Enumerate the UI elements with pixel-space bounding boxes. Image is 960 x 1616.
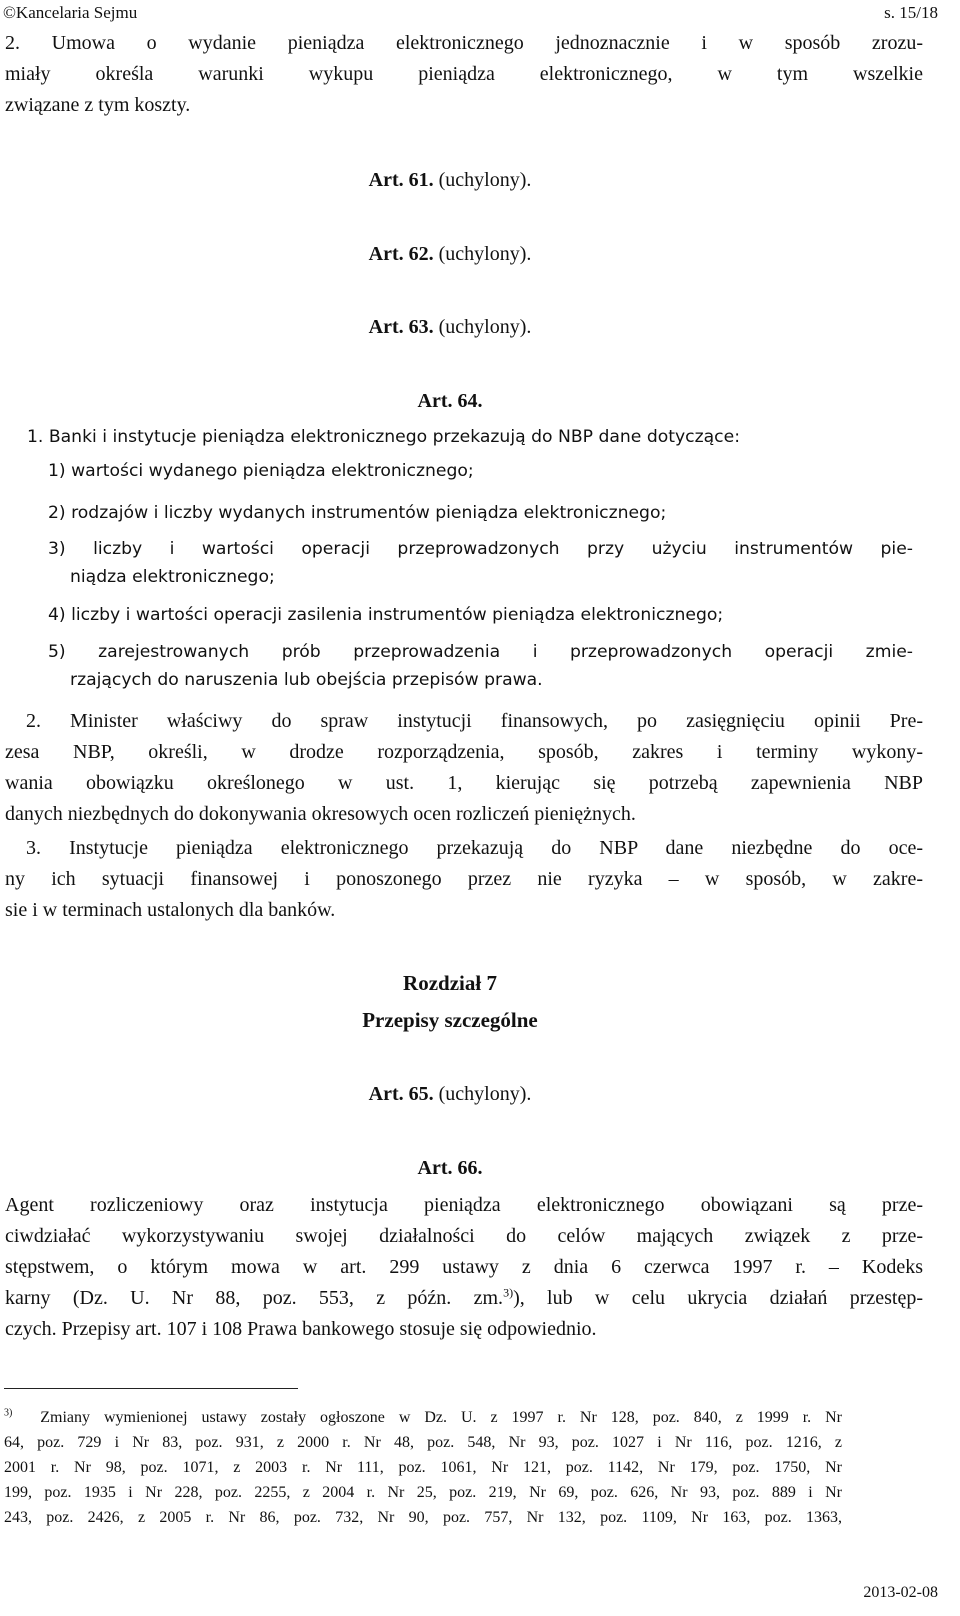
chapter-title: Przepisy szczególne [362,1008,538,1032]
paragraph-line [5,1283,923,1314]
article-text: (uchylony). [438,169,532,191]
footnote-line [4,1405,842,1430]
list-item-text: 2) rodzajów i liczby wydanych instrumentów pieniądza elektronicznego; [48,503,667,523]
article-text: (uchylony). [438,1083,532,1105]
article-text: (uchylony). [438,316,532,338]
paragraph-text: ), lub w celu ukrycia działań przestęp- [513,1287,923,1309]
article-65 [0,1080,900,1108]
footnote-text: Zmiany wymienionej ustawy zostały ogłoszone w Dz. U. z 1997 r. Nr 128, poz. 840, z 1999 r. Nr [40,1409,843,1426]
paragraph-line: czych. Przepisy art. 107 i 108 Prawa bankowego stosuje się odpowiednio. [5,1318,597,1340]
footnote-line: 243, poz. 2426, z 2005 r. Nr 86, poz. 732, Nr 90, poz. 757, Nr 132, poz. 1109, Nr 163, poz. 1363, [4,1509,842,1526]
list-item-text: 4) liczby i wartości operacji zasilenia instrumentów pieniądza elektronicznego; [48,605,724,625]
article-number: Art. 64. [417,390,483,412]
footnote-marker: 3) [4,1407,13,1419]
paragraph-line: danych niezbędnych do dokonywania okresowych ocen rozliczeń pieniężnych. [5,803,636,825]
paragraph-text: karny (Dz. U. Nr 88, poz. 553, z późn. zm. [5,1287,504,1309]
article-63 [0,313,900,341]
chapter-number: Rozdział 7 [403,971,497,995]
list-item [48,457,913,485]
article-66-paragraph [5,1190,923,1345]
paragraph-line: zesa NBP, określi, w drodze rozporządzenia, sposób, zakres i terminy wykony- [5,741,923,763]
header-page-number: s. 15/18 [884,3,938,22]
paragraph-line: 2. Minister właściwy do spraw instytucji finansowych, po zasięgnięciu opinii Pre- [26,710,923,732]
article-text: (uchylony). [438,243,532,265]
article-64-paragraph-3 [5,833,923,926]
paragraph-line: związane z tym koszty. [5,94,191,116]
paragraph-line: sie i w terminach ustalonych dla banków. [5,899,336,921]
header-publisher: ©Kancelaria Sejmu [3,3,138,22]
paragraph-intro [5,28,923,121]
footnote-reference[interactable]: 3) [503,1285,514,1300]
paragraph-line: ciwdziałać wykorzystywaniu swojej działalności do celów mających związek z prze- [5,1225,923,1247]
paragraph-line: ny ich sytuacji finansowej i ponoszonego przez nie ryzyka – w sposób, w zakre- [5,868,923,890]
article-number: Art. 62. [368,243,434,265]
article-61 [0,166,900,194]
paragraph-line: 1. Banki i instytucje pieniądza elektronicznego przekazują do NBP dane dotyczące: [27,427,740,447]
footnote [4,1405,842,1530]
article-64-heading [0,387,900,415]
footnote-line: 199, poz. 1935 i Nr 228, poz. 2255, z 2004 r. Nr 25, poz. 219, Nr 69, poz. 626, Nr 93, poz. 889 i Nr [4,1484,842,1501]
article-number: Art. 66. [417,1157,483,1179]
list-item-text: 5) zarejestrowanych prób przeprowadzenia i przeprowadzonych operacji zmie- [48,642,913,662]
article-66-heading [0,1154,900,1182]
paragraph-line: 3. Instytucje pieniądza elektronicznego przekazują do NBP dane niezbędne do oce- [26,837,923,859]
list-item-text: niądza elektronicznego; [70,567,275,587]
list-item-text: 1) wartości wydanego pieniądza elektronicznego; [48,461,474,481]
article-number: Art. 65. [368,1083,434,1105]
list-item [48,535,913,591]
footnote-line: 64, poz. 729 i Nr 83, poz. 931, z 2000 r. Nr 48, poz. 548, Nr 93, poz. 1027 i Nr 116, poz. 1216, z [4,1434,842,1451]
paragraph-line: stępstwem, o którym mowa w art. 299 ustawy z dnia 6 czerwca 1997 r. – Kodeks [5,1256,923,1278]
article-64-paragraph-1 [27,423,927,451]
page-header [3,0,938,26]
paragraph-line: 2. Umowa o wydanie pieniądza elektronicznego jednoznacznie i w sposób zrozu- [5,32,923,54]
article-number: Art. 63. [368,316,434,338]
list-item [48,601,913,629]
list-item [48,638,913,694]
footnote-separator [4,1388,298,1389]
article-62 [0,240,900,268]
paragraph-line: Agent rozliczeniowy oraz instytucja pieniądza elektronicznego obowiązani są prze- [5,1194,923,1216]
article-number: Art. 61. [368,169,434,191]
article-64-paragraph-2 [5,706,923,830]
list-item [48,499,913,527]
footnote-line: 2001 r. Nr 98, poz. 1071, z 2003 r. Nr 111, poz. 1061, Nr 121, poz. 1142, Nr 179, poz. 1750, Nr [4,1459,842,1476]
paragraph-line: wania obowiązku określonego w ust. 1, kierując się potrzebą zapewnienia NBP [5,772,923,794]
list-item-text: 3) liczby i wartości operacji przeprowadzonych przy użyciu instrumentów pie- [48,539,913,559]
list-item-text: rzających do naruszenia lub obejścia przepisów prawa. [70,670,543,690]
paragraph-line: miały określa warunki wykupu pieniądza elektronicznego, w tym wszelkie [5,63,923,85]
footer-date: 2013-02-08 [863,1584,938,1601]
